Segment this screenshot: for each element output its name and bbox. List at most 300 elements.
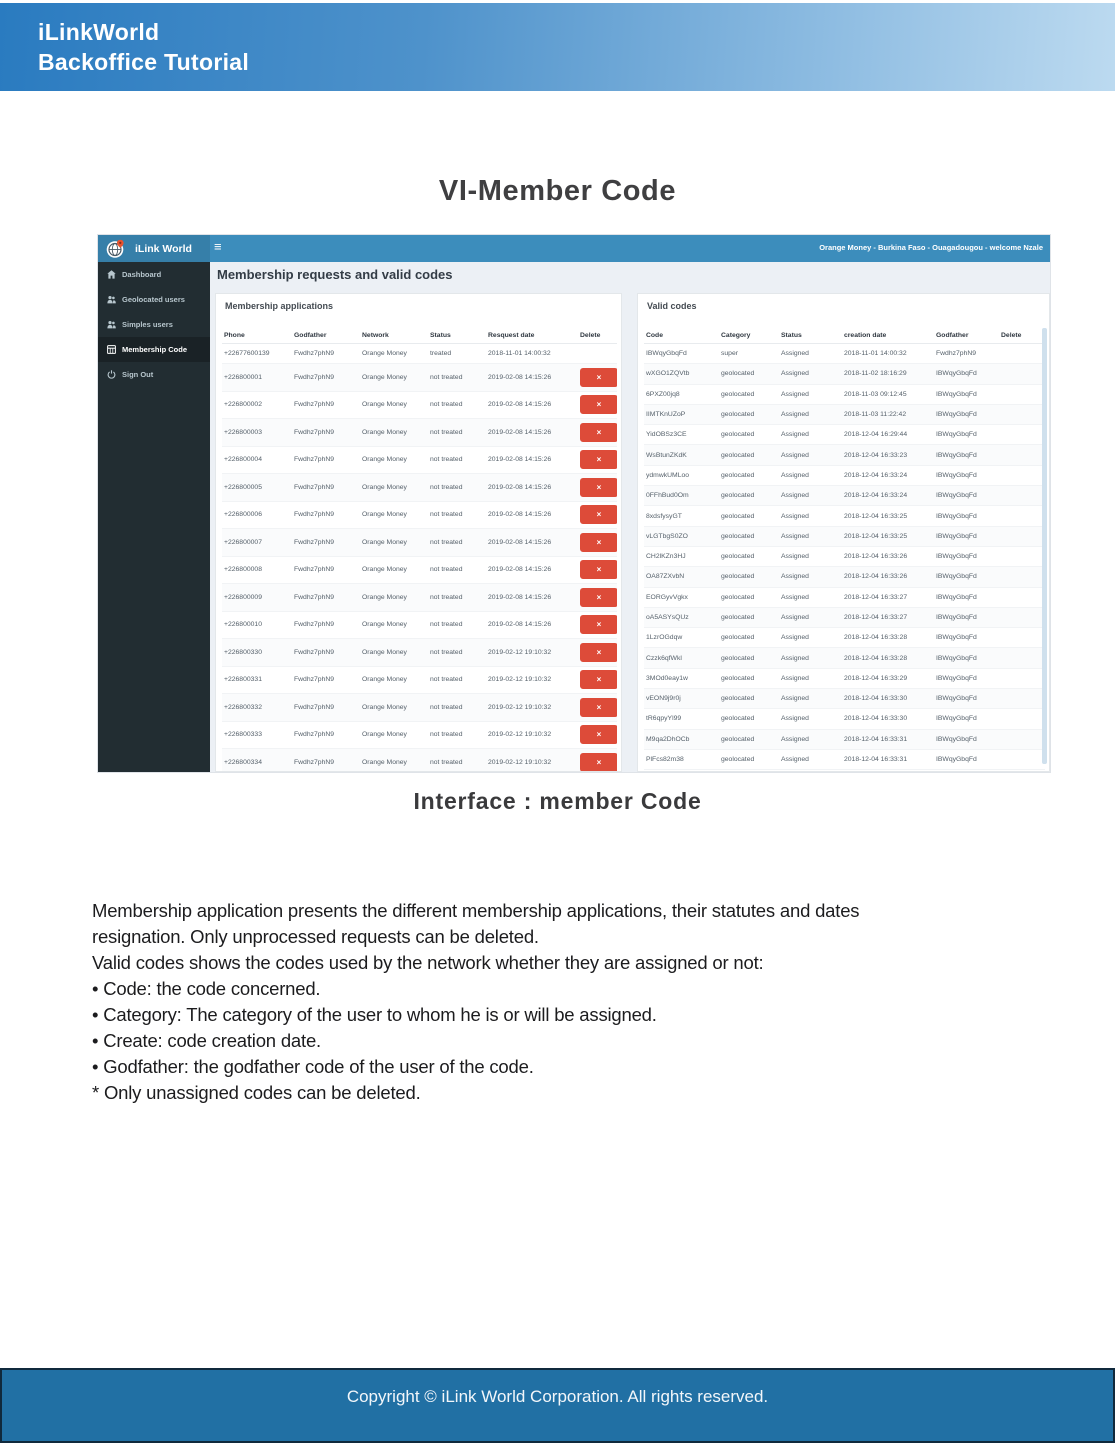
users-icon	[107, 320, 116, 329]
category-cell: geolocated	[719, 668, 779, 688]
phone-cell: +226800004	[222, 446, 292, 474]
phone-cell: +226800007	[222, 529, 292, 557]
valid-code-row	[644, 749, 1045, 769]
network-cell: Orange Money	[360, 611, 428, 639]
column-header-network: Network	[360, 327, 428, 344]
status-cell: Assigned	[779, 526, 842, 546]
application-row	[222, 391, 617, 419]
valid-codes-header-row	[644, 327, 1045, 344]
status-cell: Assigned	[779, 628, 842, 648]
delete-cell	[578, 639, 617, 667]
godfather-cell: IBWqyGbqFd	[934, 486, 999, 506]
body-line: • Godfather: the godfather code of the user of the code.	[92, 1056, 534, 1077]
application-row	[222, 529, 617, 557]
delete-button[interactable]: ×	[580, 533, 617, 552]
delete-cell	[578, 666, 617, 694]
godfather-cell: Fwdhz7phN9	[292, 584, 360, 612]
application-row	[222, 721, 617, 749]
column-header-status: Status	[779, 327, 842, 344]
godfather-cell: Fwdhz7phN9	[292, 364, 360, 392]
request-date-cell: 2019-02-08 14:15:26	[486, 474, 578, 502]
request-date-cell: 2019-02-08 14:15:26	[486, 529, 578, 557]
network-cell: Orange Money	[360, 584, 428, 612]
application-row	[222, 474, 617, 502]
network-cell: Orange Money	[360, 446, 428, 474]
status-cell: Assigned	[779, 607, 842, 627]
delete-cell	[578, 501, 617, 529]
application-row	[222, 611, 617, 639]
status-cell: not treated	[428, 529, 486, 557]
valid-code-row	[644, 607, 1045, 627]
network-cell: Orange Money	[360, 344, 428, 364]
delete-cell	[578, 556, 617, 584]
body-line: • Category: The category of the user to whom he is or will be assigned.	[92, 1004, 657, 1025]
application-row	[222, 344, 617, 364]
godfather-cell: IBWqyGbqFd	[934, 729, 999, 749]
valid-code-row	[644, 486, 1045, 506]
creation-date-cell: 2018-12-04 16:33:31	[842, 749, 934, 769]
status-cell: Assigned	[779, 567, 842, 587]
application-row	[222, 364, 617, 392]
godfather-cell: Fwdhz7phN9	[292, 666, 360, 694]
delete-cell	[999, 628, 1045, 648]
code-cell: 8xdsfysyGT	[644, 506, 719, 526]
column-header-delete: Delete	[999, 327, 1045, 344]
delete-cell	[999, 709, 1045, 729]
delete-cell	[999, 404, 1045, 424]
valid-codes-table	[644, 327, 1045, 770]
delete-cell	[999, 465, 1045, 485]
phone-cell: +226800332	[222, 694, 292, 722]
status-cell: Assigned	[779, 729, 842, 749]
network-cell: Orange Money	[360, 556, 428, 584]
delete-button[interactable]: ×	[580, 643, 617, 662]
status-cell: Assigned	[779, 749, 842, 769]
valid-code-row	[644, 567, 1045, 587]
valid-code-row	[644, 425, 1045, 445]
column-header-category: Category	[719, 327, 779, 344]
delete-button[interactable]: ×	[580, 753, 617, 772]
panel-title: Valid codes	[647, 301, 697, 311]
godfather-cell: Fwdhz7phN9	[292, 721, 360, 749]
phone-cell: +226800334	[222, 749, 292, 773]
status-cell: not treated	[428, 391, 486, 419]
delete-cell	[999, 445, 1045, 465]
valid-code-row	[644, 546, 1045, 566]
sidebar-item-label: Membership Code	[122, 345, 188, 354]
delete-cell	[999, 526, 1045, 546]
category-cell: super	[719, 344, 779, 364]
godfather-cell: Fwdhz7phN9	[292, 419, 360, 447]
category-cell: geolocated	[719, 404, 779, 424]
category-cell: geolocated	[719, 567, 779, 587]
code-cell: wXGO1ZQVtb	[644, 364, 719, 384]
applications-header-row	[222, 327, 617, 344]
application-row	[222, 584, 617, 612]
godfather-cell: IBWqyGbqFd	[934, 709, 999, 729]
network-cell: Orange Money	[360, 694, 428, 722]
code-cell: PlFcs82m38	[644, 749, 719, 769]
delete-cell	[999, 729, 1045, 749]
sidebar-item-label: Dashboard	[122, 270, 162, 279]
delete-button[interactable]: ×	[580, 670, 617, 689]
phone-cell: +226800001	[222, 364, 292, 392]
valid-code-row	[644, 709, 1045, 729]
code-cell: M9qa2DhOCb	[644, 729, 719, 749]
body-line: Valid codes shows the codes used by the network whether they are assigned or not:	[92, 952, 764, 973]
delete-button[interactable]: ×	[580, 615, 617, 634]
category-cell: geolocated	[719, 546, 779, 566]
godfather-cell: IBWqyGbqFd	[934, 364, 999, 384]
phone-cell: +226800330	[222, 639, 292, 667]
godfather-cell: IBWqyGbqFd	[934, 628, 999, 648]
topbar-account-info: Orange Money - Burkina Faso - Ouagadougou - welcome Nzale	[819, 243, 1043, 252]
screenshot-caption: Interface : member Code	[413, 788, 702, 814]
column-header-delete: Delete	[578, 327, 617, 344]
creation-date-cell: 2018-11-03 11:22:42	[842, 404, 934, 424]
body-line: Membership application presents the different membership applications, their statutes and dates	[92, 900, 860, 921]
delete-button[interactable]: ×	[580, 395, 617, 414]
request-date-cell: 2019-02-08 14:15:26	[486, 584, 578, 612]
godfather-cell: IBWqyGbqFd	[934, 506, 999, 526]
godfather-cell: IBWqyGbqFd	[934, 567, 999, 587]
creation-date-cell: 2018-12-04 16:33:28	[842, 648, 934, 668]
valid-code-row	[644, 587, 1045, 607]
delete-button[interactable]: ×	[580, 588, 617, 607]
delete-cell	[999, 364, 1045, 384]
valid-code-row	[644, 384, 1045, 404]
godfather-cell: Fwdhz7phN9	[292, 344, 360, 364]
category-cell: geolocated	[719, 709, 779, 729]
footer-text: Copyright © iLink World Corporation. All rights reserved.	[346, 1387, 769, 1406]
delete-cell	[999, 344, 1045, 364]
valid-code-row	[644, 648, 1045, 668]
godfather-cell: IBWqyGbqFd	[934, 404, 999, 424]
column-header-status: Status	[428, 327, 486, 344]
category-cell: geolocated	[719, 689, 779, 709]
app-brand: iLink World	[135, 242, 192, 255]
valid-code-row	[644, 404, 1045, 424]
column-header-phone: Phone	[222, 327, 292, 344]
creation-date-cell: 2018-12-04 16:33:30	[842, 709, 934, 729]
request-date-cell: 2019-02-08 14:15:26	[486, 391, 578, 419]
delete-cell	[578, 419, 617, 447]
status-cell: Assigned	[779, 425, 842, 445]
delete-cell	[999, 546, 1045, 566]
request-date-cell: 2019-02-08 14:15:26	[486, 556, 578, 584]
request-date-cell: 2019-02-12 19:10:32	[486, 694, 578, 722]
creation-date-cell: 2018-12-04 16:33:27	[842, 607, 934, 627]
sidebar-item-label: Sign Out	[122, 370, 154, 379]
delete-cell	[999, 506, 1045, 526]
network-cell: Orange Money	[360, 419, 428, 447]
application-row	[222, 556, 617, 584]
delete-button[interactable]: ×	[580, 450, 617, 469]
delete-button[interactable]: ×	[580, 478, 617, 497]
code-cell: 6PXZ00jq8	[644, 384, 719, 404]
status-cell: not treated	[428, 364, 486, 392]
godfather-cell: Fwdhz7phN9	[292, 611, 360, 639]
category-cell: geolocated	[719, 628, 779, 648]
valid-code-row	[644, 689, 1045, 709]
status-cell: not treated	[428, 721, 486, 749]
delete-cell	[999, 384, 1045, 404]
code-cell: vLGTbgS0ZO	[644, 526, 719, 546]
phone-cell: +226800002	[222, 391, 292, 419]
godfather-cell: Fwdhz7phN9	[292, 749, 360, 773]
status-cell: Assigned	[779, 344, 842, 364]
delete-cell	[578, 694, 617, 722]
godfather-cell: IBWqyGbqFd	[934, 668, 999, 688]
sidebar-item-label: Geolocated users	[122, 295, 185, 304]
body-line: resignation. Only unprocessed requests can be deleted.	[92, 926, 539, 947]
delete-button[interactable]: ×	[580, 423, 617, 442]
column-header-godfather: Godfather	[934, 327, 999, 344]
application-row	[222, 694, 617, 722]
valid-code-row	[644, 668, 1045, 688]
code-cell: tR6qpyYl99	[644, 709, 719, 729]
valid-code-row	[644, 729, 1045, 749]
application-row	[222, 446, 617, 474]
godfather-cell: Fwdhz7phN9	[292, 694, 360, 722]
category-cell: geolocated	[719, 607, 779, 627]
application-row	[222, 639, 617, 667]
delete-cell	[578, 446, 617, 474]
delete-button[interactable]: ×	[580, 368, 617, 387]
request-date-cell: 2019-02-12 19:10:32	[486, 666, 578, 694]
godfather-cell: Fwdhz7phN9	[292, 501, 360, 529]
banner-title: iLinkWorld	[38, 19, 160, 45]
applications-table	[222, 327, 617, 772]
network-cell: Orange Money	[360, 474, 428, 502]
column-header-creation-date: creation date	[842, 327, 934, 344]
creation-date-cell: 2018-11-01 14:00:32	[842, 344, 934, 364]
delete-cell	[578, 611, 617, 639]
delete-cell	[578, 584, 617, 612]
valid-code-row	[644, 465, 1045, 485]
category-cell: geolocated	[719, 445, 779, 465]
code-cell: 3MOd0eay1w	[644, 668, 719, 688]
creation-date-cell: 2018-12-04 16:33:24	[842, 486, 934, 506]
status-cell: Assigned	[779, 364, 842, 384]
status-cell: Assigned	[779, 404, 842, 424]
valid-code-row	[644, 526, 1045, 546]
delete-cell	[999, 425, 1045, 445]
hamburger-menu-icon[interactable]: ≡	[214, 239, 222, 254]
request-date-cell: 2019-02-12 19:10:32	[486, 639, 578, 667]
panel-title: Membership applications	[225, 301, 334, 311]
users-icon	[107, 295, 116, 304]
delete-button[interactable]: ×	[580, 698, 617, 717]
network-cell: Orange Money	[360, 639, 428, 667]
valid-code-row	[644, 364, 1045, 384]
category-cell: geolocated	[719, 384, 779, 404]
code-cell: CH2lKZn3HJ	[644, 546, 719, 566]
delete-button[interactable]: ×	[580, 505, 617, 524]
category-cell: geolocated	[719, 364, 779, 384]
status-cell: not treated	[428, 501, 486, 529]
godfather-cell: IBWqyGbqFd	[934, 425, 999, 445]
column-header-godfather: Godfather	[292, 327, 360, 344]
delete-cell	[578, 529, 617, 557]
network-cell: Orange Money	[360, 501, 428, 529]
section-title: VI-Member Code	[438, 175, 677, 207]
godfather-cell: IBWqyGbqFd	[934, 689, 999, 709]
status-cell: Assigned	[779, 506, 842, 526]
creation-date-cell: 2018-12-04 16:33:23	[842, 445, 934, 465]
network-cell: Orange Money	[360, 666, 428, 694]
valid-code-row	[644, 445, 1045, 465]
app-topbar	[98, 235, 1050, 262]
code-cell: 1LzrOGdqw	[644, 628, 719, 648]
application-row	[222, 419, 617, 447]
status-cell: not treated	[428, 474, 486, 502]
creation-date-cell: 2018-12-04 16:33:25	[842, 506, 934, 526]
banner-subtitle: Backoffice Tutorial	[38, 49, 250, 75]
globe-pin-logo-icon	[106, 239, 126, 259]
category-cell: geolocated	[719, 486, 779, 506]
delete-cell	[999, 668, 1045, 688]
valid-codes-panel	[637, 293, 1050, 772]
creation-date-cell: 2018-12-04 16:33:26	[842, 546, 934, 566]
app-screenshot	[98, 235, 1050, 772]
phone-cell: +226800003	[222, 419, 292, 447]
sidebar-item-geolocated-users[interactable]	[98, 287, 210, 312]
creation-date-cell: 2018-11-02 18:16:29	[842, 364, 934, 384]
godfather-cell: IBWqyGbqFd	[934, 526, 999, 546]
sidebar-item-label: Simples users	[122, 320, 173, 329]
code-cell: EORGyvVgkx	[644, 587, 719, 607]
network-cell: Orange Money	[360, 529, 428, 557]
status-cell: not treated	[428, 666, 486, 694]
delete-cell	[999, 689, 1045, 709]
delete-cell	[999, 607, 1045, 627]
request-date-cell: 2018-11-01 14:00:32	[486, 344, 578, 364]
request-date-cell: 2019-02-12 19:10:32	[486, 721, 578, 749]
sidebar-item-dashboard[interactable]	[98, 262, 210, 287]
delete-cell	[578, 474, 617, 502]
network-cell: Orange Money	[360, 721, 428, 749]
status-cell: not treated	[428, 749, 486, 773]
status-cell: Assigned	[779, 486, 842, 506]
category-cell: geolocated	[719, 749, 779, 769]
status-cell: Assigned	[779, 384, 842, 404]
valid-codes-table-body	[644, 344, 1045, 770]
code-cell: WsBtunZKdK	[644, 445, 719, 465]
status-cell: not treated	[428, 556, 486, 584]
category-cell: geolocated	[719, 648, 779, 668]
request-date-cell: 2019-02-08 14:15:26	[486, 419, 578, 447]
delete-cell	[578, 364, 617, 392]
status-cell: Assigned	[779, 709, 842, 729]
request-date-cell: 2019-02-12 19:10:32	[486, 749, 578, 773]
application-row	[222, 501, 617, 529]
creation-date-cell: 2018-12-04 16:33:31	[842, 729, 934, 749]
footer	[0, 1368, 1115, 1443]
status-cell: Assigned	[779, 465, 842, 485]
status-cell: Assigned	[779, 668, 842, 688]
power-icon	[107, 370, 116, 379]
delete-cell	[999, 587, 1045, 607]
godfather-cell: IBWqyGbqFd	[934, 384, 999, 404]
phone-cell: +226800008	[222, 556, 292, 584]
body-line: • Create: code creation date.	[92, 1030, 321, 1051]
request-date-cell: 2019-02-08 14:15:26	[486, 611, 578, 639]
code-cell: vEON9j9r0j	[644, 689, 719, 709]
request-date-cell: 2019-02-08 14:15:26	[486, 364, 578, 392]
delete-cell	[578, 391, 617, 419]
godfather-cell: Fwdhz7phN9	[292, 391, 360, 419]
code-cell: oA5ASYsQUz	[644, 607, 719, 627]
godfather-cell: IBWqyGbqFd	[934, 587, 999, 607]
category-cell: geolocated	[719, 465, 779, 485]
status-cell: Assigned	[779, 648, 842, 668]
app-logo-area[interactable]	[98, 235, 210, 262]
godfather-cell: IBWqyGbqFd	[934, 445, 999, 465]
delete-cell	[999, 648, 1045, 668]
creation-date-cell: 2018-12-04 16:33:27	[842, 587, 934, 607]
status-cell: Assigned	[779, 445, 842, 465]
delete-button[interactable]: ×	[580, 725, 617, 744]
category-cell: geolocated	[719, 526, 779, 546]
delete-cell	[999, 749, 1045, 769]
delete-cell	[578, 721, 617, 749]
godfather-cell: Fwdhz7phN9	[292, 474, 360, 502]
delete-cell	[578, 749, 617, 773]
valid-codes-scrollbar[interactable]	[1042, 328, 1047, 764]
phone-cell: +226800009	[222, 584, 292, 612]
valid-code-row	[644, 344, 1045, 364]
body-line: • Code: the code concerned.	[92, 978, 321, 999]
phone-cell: +226800331	[222, 666, 292, 694]
code-cell: YidOBSz3CE	[644, 425, 719, 445]
body-line: * Only unassigned codes can be deleted.	[92, 1082, 421, 1103]
network-cell: Orange Money	[360, 391, 428, 419]
phone-cell: +226800333	[222, 721, 292, 749]
request-date-cell: 2019-02-08 14:15:26	[486, 501, 578, 529]
column-header-code: Code	[644, 327, 719, 344]
category-cell: geolocated	[719, 506, 779, 526]
sidebar-item-sign-out[interactable]	[98, 362, 210, 387]
godfather-cell: IBWqyGbqFd	[934, 465, 999, 485]
godfather-cell: IBWqyGbqFd	[934, 749, 999, 769]
category-cell: geolocated	[719, 729, 779, 749]
delete-button[interactable]: ×	[580, 560, 617, 579]
delete-cell	[578, 344, 617, 364]
status-cell: Assigned	[779, 587, 842, 607]
creation-date-cell: 2018-11-03 09:12:45	[842, 384, 934, 404]
applications-table-body	[222, 344, 617, 773]
creation-date-cell: 2018-12-04 16:33:26	[842, 567, 934, 587]
godfather-cell: Fwdhz7phN9	[934, 344, 999, 364]
status-cell: Assigned	[779, 546, 842, 566]
category-cell: geolocated	[719, 425, 779, 445]
sidebar-item-simples-users[interactable]	[98, 312, 210, 337]
status-cell: treated	[428, 344, 486, 364]
sidebar-item-membership-code[interactable]	[98, 337, 210, 362]
body-text	[92, 898, 1072, 1106]
creation-date-cell: 2018-12-04 16:33:29	[842, 668, 934, 688]
phone-cell: +22677600139	[222, 344, 292, 364]
status-cell: not treated	[428, 446, 486, 474]
code-cell: ydmwkUMLoo	[644, 465, 719, 485]
creation-date-cell: 2018-12-04 16:33:24	[842, 465, 934, 485]
home-icon	[107, 270, 116, 279]
column-header-request-date: Resquest date	[486, 327, 578, 344]
code-cell: Czzk6qfWkl	[644, 648, 719, 668]
app-sidebar	[98, 262, 210, 772]
status-cell: not treated	[428, 611, 486, 639]
